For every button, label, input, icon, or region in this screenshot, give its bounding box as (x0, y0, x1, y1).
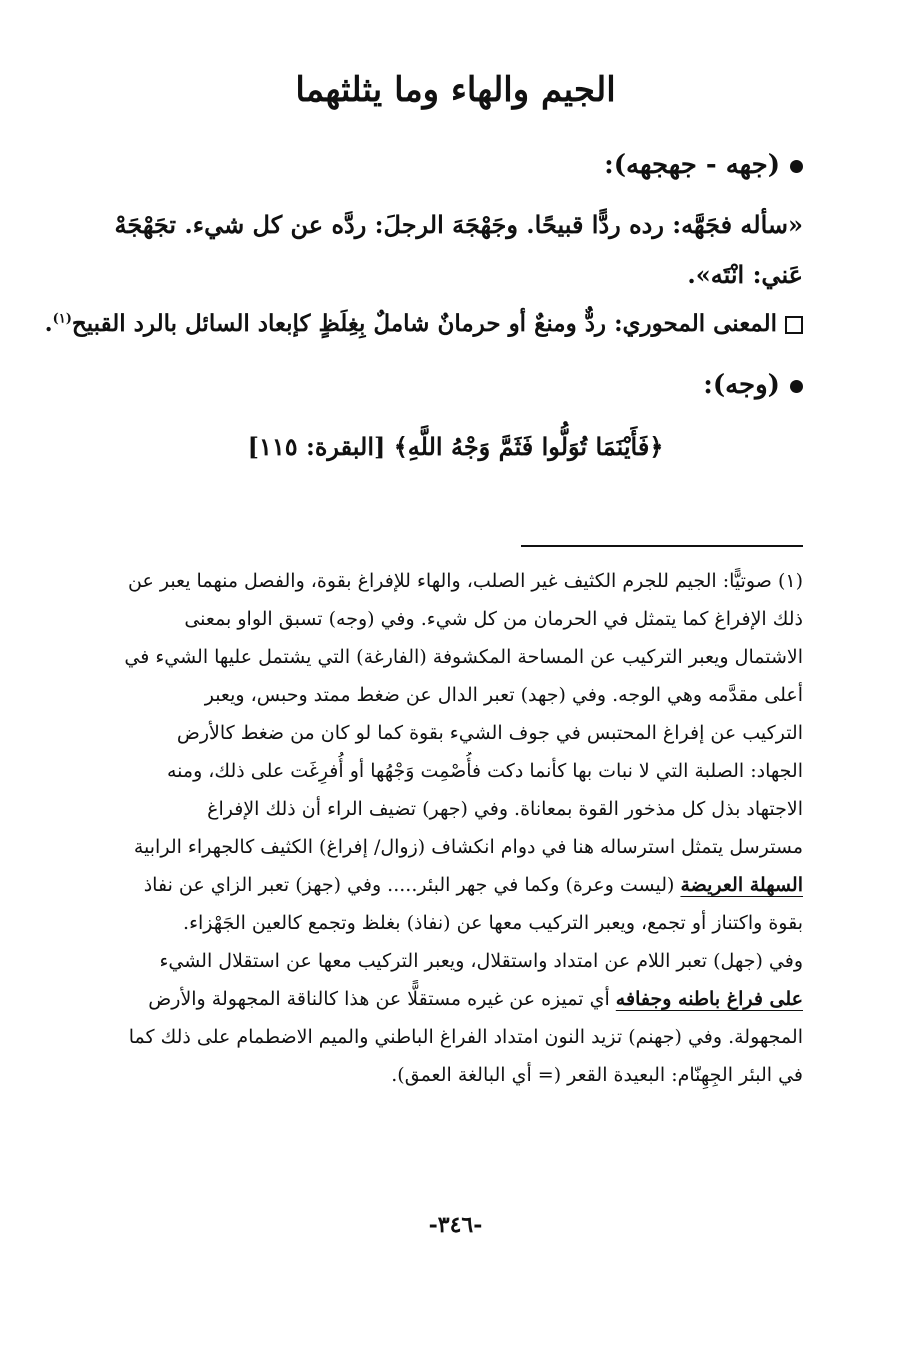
entry-root-jahh (604, 150, 803, 180)
footnote-line: وفي (جهل) تعبر اللام عن امتداد واستقلال، ويعبر التركيب معها عن استقلال الشيء (159, 950, 803, 972)
footnote-line: المجهولة. وفي (جهنم) تزيد النون امتداد الفراغ الباطني والميم الاضطمام على ذلك كما (128, 1026, 803, 1048)
footnote-divider (521, 545, 803, 547)
entry-root-label: (جهه - جهجهه): (604, 150, 780, 180)
meaning-text: ردٌّ ومنعٌ أو حرمانٌ شاملٌ بِغِلَظٍ كإبعاد السائل بالرد القبيح (71, 310, 607, 337)
footnote-line: الجهاد: الصلبة التي لا نبات بها كأنما دكت فأُصْمِت وَجْهُها أو أُفرِغَت على ذلك، ومنه (166, 760, 803, 782)
footnote-line: الاشتمال ويعبر التركيب عن المساحة المكشوفة (الفارغة) التي يشتمل عليها الشيء في (124, 646, 803, 668)
underlined-phrase: على فراغ باطنه وجفافه (615, 988, 803, 1010)
meaning-label: المعنى المحوري: (614, 310, 777, 337)
page-number: -٣٤٦- (428, 1212, 483, 1238)
lexicon-quote (82, 200, 803, 300)
footnote-line: الاجتهاد بذل كل مذخور القوة بمعاناة. وفي (جهر) تضيف الراء أن ذلك الإفراغ (207, 798, 803, 820)
verse-text: ﴿فَأَيْنَمَا تُوَلُّوا فَثَمَّ وَجْهُ اللَّهِ﴾ (393, 432, 664, 461)
meaning-end: . (44, 310, 53, 337)
footnote-line: أعلى مقدَّمه وهي الوجه. وفي (جهد) تعبر الدال عن ضغط ممتد وحبس، ويعبر (204, 684, 803, 706)
footnote-line: مسترسل يتمثل استرساله هنا في دوام انكشاف (زوال/ إفراغ) الكثيف كالجهراء الرابية (133, 836, 803, 858)
footnote-line (82, 562, 803, 600)
footnote-text: (ليست وعرة) وكما في جهر البئر..... وفي (جهز) تعبر الزاي عن نفاذ (143, 874, 681, 896)
quote-line: «سأله فجَهَّه: رده ردًّا قبيحًا. وجَهْجَهَ الرجلَ: ردَّه عن كل شيء. تجَهْجَهْ (114, 210, 803, 239)
footnote (82, 562, 803, 1094)
footnote-line (82, 980, 803, 1018)
quote-line: عَني: انْتَه». (687, 260, 803, 289)
quran-verse (0, 432, 911, 461)
footnote-line: بقوة واكتناز أو تجمع، ويعبر التركيب معها عن (نفاذ) بغلظ وتجمع كالعين الجَهْزاء. (183, 912, 803, 934)
footnote-line: في البئر الجِهِنّام: البعيدة القعر (= أي البالغة العمق). (391, 1064, 803, 1086)
bullet-icon (790, 160, 803, 173)
footnote-number: (١) (777, 570, 803, 592)
bullet-icon (790, 380, 803, 393)
entry-root-wajh (703, 370, 803, 400)
footnote-ref[interactable]: (١) (52, 311, 72, 327)
footnote-text: صوتيًّا: الجيم للجرم الكثيف غير الصلب، والهاء للإفراغ بقوة، والفصل منهما يعبر عن (128, 570, 772, 592)
entry-root-label: (وجه): (703, 370, 780, 400)
footnote-line: ذلك الإفراغ كما يتمثل في الحرمان من كل شيء. وفي (وجه) تسبق الواو بمعنى (184, 608, 803, 630)
footnote-line: التركيب عن إفراغ المحتبس في جوف الشيء بقوة كما لو كان من ضغط كالأرض (176, 722, 803, 744)
footnote-line (82, 866, 803, 904)
underlined-phrase: السهلة العريضة (680, 874, 803, 896)
core-meaning (44, 310, 803, 337)
footnote-text: أي تميزه عن غيره مستقلًّا عن هذا كالناقة المجهولة والأرض (148, 988, 616, 1010)
square-bullet-icon (785, 316, 803, 334)
chapter-title: الجيم والهاء وما يثلثهما (295, 70, 616, 110)
verse-reference: [البقرة: ١١٥] (247, 432, 386, 461)
